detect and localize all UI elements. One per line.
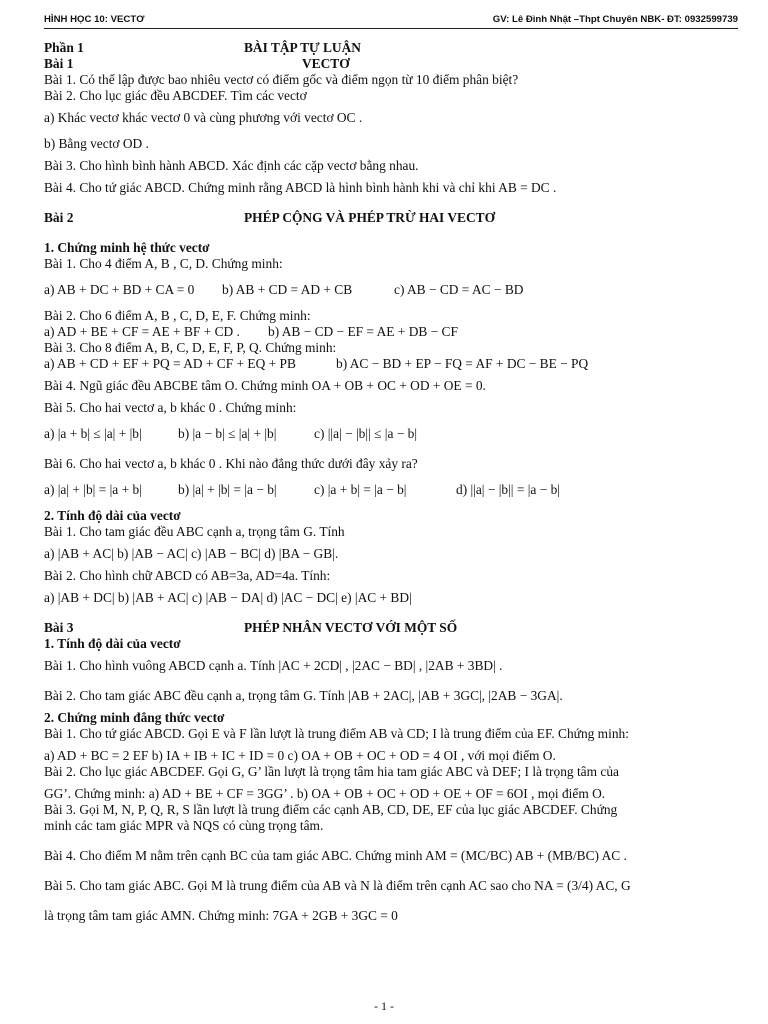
bai2-q4: Bài 4. Ngũ giác đều ABCBE tâm O. Chứng minh OA + OB + OC + OD + OE = 0. [44, 378, 486, 393]
page-number: - 1 - [374, 999, 394, 1013]
bai1-heading [44, 56, 738, 72]
bai3-title: PHÉP NHÂN VECTƠ VỚI MỘT SỐ [244, 620, 458, 635]
document-body [44, 40, 738, 924]
bai2-q1c: c) AB − CD = AC − BD [394, 282, 524, 297]
bai2-q3b: b) AC − BD + EP − FQ = AF + DC − BE − PQ [336, 356, 589, 371]
bai2-q2b: b) AB − CD − EF = AE + DB − CF [268, 324, 458, 339]
bai3-q5: Bài 3. Gọi M, N, P, Q, R, S lần lượt là trung điểm các cạnh AB, CD, DE, EF của lục giác ABCDEF. Chứng [44, 802, 618, 817]
bai3-q4: Bài 2. Cho lục giác ABCDEF. Gọi G, G’ lần lượt là trọng tâm hia tam giác ABC và DEF; I là trọng tâm của [44, 764, 619, 779]
bai1-q2: Bài 2. Cho lục giác đều ABCDEF. Tìm các vectơ [44, 88, 307, 103]
part-heading [44, 40, 738, 56]
bai3-q2: Bài 2. Cho tam giác ABC đều cạnh a, trọng tâm G. Tính |AB + 2AC|, |AB + 3GC|, |2AB − 3GA|. [44, 688, 563, 703]
bai2-q6c: c) |a + b| = |a − b| [314, 482, 407, 497]
bai2-q6a: a) |a| + |b| = |a + b| [44, 482, 142, 497]
bai2-title: PHÉP CỘNG VÀ PHÉP TRỪ HAI VECTƠ [244, 210, 495, 225]
bai2-q8-answers: a) |AB + DC| b) |AB + AC| c) |AB − DA| d) |AC − DC| e) |AC + BD| [44, 590, 412, 605]
header-left: HÌNH HỌC 10: VECTƠ [44, 14, 145, 25]
bai2-section1: 1. Chứng minh hệ thức vectơ [44, 240, 210, 255]
bai3-q5-continued: minh các tam giác MPR và NQS có cùng trọng tâm. [44, 818, 324, 833]
bai1-q4: Bài 4. Cho tứ giác ABCD. Chứng minh rằng ABCD là hình bình hành khi và chỉ khi AB = DC . [44, 180, 557, 195]
bai1-q3: Bài 3. Cho hình bình hành ABCD. Xác định các cặp vectơ bằng nhau. [44, 158, 419, 173]
bai3-q1: Bài 1. Cho hình vuông ABCD cạnh a. Tính |AC + 2CD| , |2AC − BD| , |2AB + 3BD| . [44, 658, 503, 673]
bai3-q7-continued: là trọng tâm tam giác AMN. Chứng minh: 7GA + 2GB + 3GC = 0 [44, 908, 398, 923]
bai3-q6: Bài 4. Cho điểm M nằm trên cạnh BC của tam giác ABC. Chứng minh AM = (MC/BC) AB + (MB/BC) AC . [44, 848, 627, 863]
bai2-q6b: b) |a| + |b| = |a − b| [178, 482, 277, 497]
bai2-heading [44, 210, 738, 226]
bai2-q5: Bài 5. Cho hai vectơ a, b khác 0 . Chứng minh: [44, 400, 297, 415]
bai1-label: Bài 1 [44, 56, 74, 71]
bai2-q7: Bài 1. Cho tam giác đều ABC cạnh a, trọng tâm G. Tính [44, 524, 345, 539]
bai2-q3: Bài 3. Cho 8 điểm A, B, C, D, E, F, P, Q. Chứng minh: [44, 340, 337, 355]
bai2-q5a: a) |a + b| ≤ |a| + |b| [44, 426, 142, 441]
bai3-label: Bài 3 [44, 620, 74, 635]
bai2-q8: Bài 2. Cho hình chữ ABCD có AB=3a, AD=4a. Tính: [44, 568, 331, 583]
bai2-q6d: d) ||a| − |b|| = |a − b| [456, 482, 560, 497]
part-subtitle: VECTƠ [302, 56, 350, 71]
bai2-q3a: a) AB + CD + EF + PQ = AD + CF + EQ + PB [44, 356, 296, 371]
page-header [44, 10, 738, 29]
bai2-q5b: b) |a − b| ≤ |a| + |b| [178, 426, 277, 441]
bai3-section1: 1. Tính độ dài của vectơ [44, 636, 181, 651]
bai2-q1b: b) AB + CD = AD + CB [222, 282, 353, 297]
part-label: Phần 1 [44, 40, 84, 55]
bai2-q1-answers [44, 282, 738, 298]
bai3-q7: Bài 5. Cho tam giác ABC. Gọi M là trung điểm của AB và N là điểm trên cạnh AC sao cho NA = (3/4) AC, G [44, 878, 631, 893]
bai2-label: Bài 2 [44, 210, 74, 225]
bai2-q3-answers [44, 356, 738, 372]
bai1-q2b: b) Bằng vectơ OD . [44, 136, 149, 151]
bai3-heading [44, 620, 738, 636]
bai2-section2: 2. Tính độ dài của vectơ [44, 508, 181, 523]
bai2-q2a: a) AD + BE + CF = AE + BF + CD . [44, 324, 240, 339]
bai3-section2: 2. Chứng minh đẳng thức vectơ [44, 710, 225, 725]
bai2-q7-answers: a) |AB + AC| b) |AB − AC| c) |AB − BC| d) |BA − GB|. [44, 546, 339, 561]
bai2-q2: Bài 2. Cho 6 điểm A, B , C, D, E, F. Chứng minh: [44, 308, 311, 323]
header-right: GV: Lê Đình Nhật –Thpt Chuyên NBK- ĐT: 0932599739 [492, 14, 738, 25]
bai2-q2-answers [44, 324, 738, 340]
part-title: BÀI TẬP TỰ LUẬN [244, 40, 361, 55]
bai3-q3: Bài 1. Cho tứ giác ABCD. Gọi E và F lần lượt là trung điểm AB và CD; I là trung điểm của EF. Chứng minh: [44, 726, 629, 741]
bai2-q1: Bài 1. Cho 4 điểm A, B , C, D. Chứng minh: [44, 256, 283, 271]
bai2-q1a: a) AB + DC + BD + CA = 0 [44, 282, 195, 297]
bai2-q6: Bài 6. Cho hai vectơ a, b khác 0 . Khi nào đẳng thức dưới đây xảy ra? [44, 456, 418, 471]
bai2-q5-answers [44, 426, 738, 442]
bai1-q1: Bài 1. Có thể lập được bao nhiêu vectơ có điểm gốc và điểm ngọn từ 10 điểm phân biệt? [44, 72, 519, 87]
bai2-q6-answers [44, 482, 738, 498]
bai2-q5c: c) ||a| − |b|| ≤ |a − b| [314, 426, 418, 441]
bai3-q4-continued: GG’. Chứng minh: a) AD + BE + CF = 3GG’ . b) OA + OB + OC + OD + OE + OF = 6OI , mọi điểm O. [44, 786, 606, 801]
bai3-q3-answers: a) AD + BC = 2 EF b) IA + IB + IC + ID = 0 c) OA + OB + OC + OD = 4 OI , với mọi điểm O. [44, 748, 556, 763]
bai1-q2a: a) Khác vectơ khác vectơ 0 và cùng phương với vectơ OC . [44, 110, 363, 125]
